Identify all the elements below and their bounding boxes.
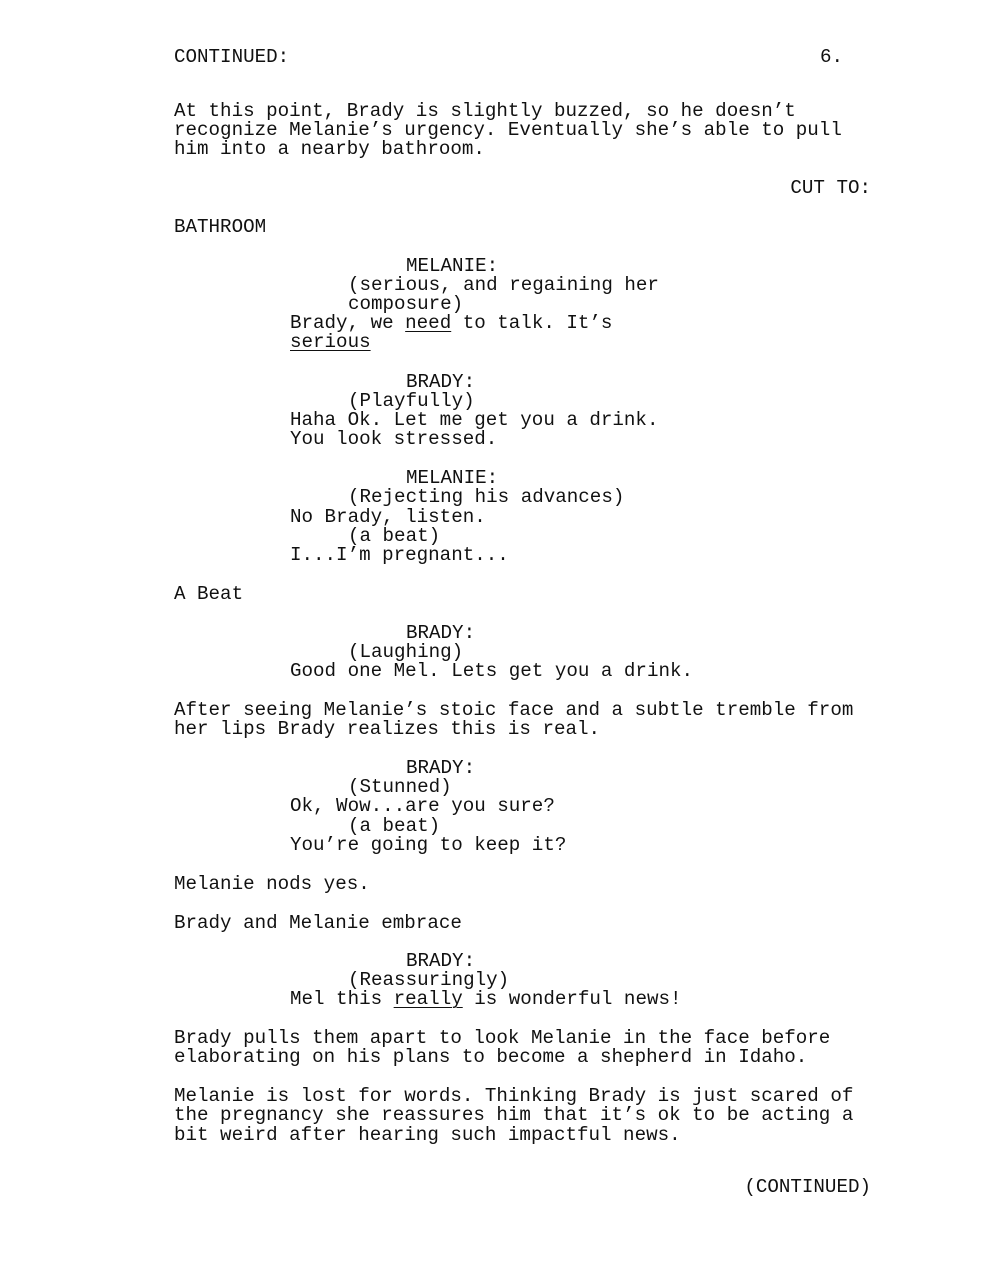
continued-footer: (CONTINUED) — [744, 1176, 871, 1198]
dialogue-line: You look stressed. — [290, 428, 498, 450]
character-name: MELANIE: — [406, 467, 499, 489]
dialogue-line: Good one Mel. Lets get you a drink. — [290, 660, 694, 682]
dialogue-text: Brady, we — [290, 312, 406, 334]
scene-heading: BATHROOM — [174, 216, 267, 238]
dialogue-line: You’re going to keep it? — [290, 834, 567, 856]
parenthetical: (Playfully) — [348, 390, 475, 412]
underlined-word: serious — [290, 331, 371, 353]
dialogue-text: Mel this — [290, 988, 394, 1010]
dialogue-line — [290, 990, 682, 1009]
action-line: After seeing Melanie’s stoic face and a subtle tremble from — [174, 699, 854, 721]
action-line: recognize Melanie’s urgency. Eventually she’s able to pull — [174, 119, 842, 141]
transition: CUT TO: — [790, 177, 871, 199]
dialogue-line: Ok, Wow...are you sure? — [290, 795, 555, 817]
character-name: BRADY: — [406, 950, 476, 972]
continued-header: CONTINUED: — [174, 46, 290, 68]
parenthetical: (Stunned) — [348, 776, 452, 798]
parenthetical: (a beat) — [348, 525, 441, 547]
dialogue-text: is wonderful news! — [462, 988, 682, 1010]
parenthetical: (Laughing) — [348, 641, 464, 663]
parenthetical: (Rejecting his advances) — [348, 486, 625, 508]
dialogue-line: I...I’m pregnant... — [290, 544, 509, 566]
action-line: the pregnancy she reassures him that it’s ok to be acting a — [174, 1104, 854, 1126]
character-name: BRADY: — [406, 371, 476, 393]
parenthetical: (a beat) — [348, 815, 441, 837]
action-line: Melanie nods yes. — [174, 873, 370, 895]
parenthetical: composure) — [348, 293, 464, 315]
character-name: BRADY: — [406, 757, 476, 779]
action-line: Melanie is lost for words. Thinking Brady is just scared of — [174, 1085, 854, 1107]
action-line: Brady pulls them apart to look Melanie in the face before — [174, 1027, 831, 1049]
action-line: him into a nearby bathroom. — [174, 138, 485, 160]
action-line: At this point, Brady is slightly buzzed, so he doesn’t — [174, 100, 796, 122]
underlined-word: need — [405, 312, 452, 334]
action-line: bit weird after hearing such impactful news. — [174, 1124, 681, 1146]
underlined-word: really — [393, 988, 463, 1010]
parenthetical: (serious, and regaining her — [348, 274, 659, 296]
dialogue-line — [290, 333, 371, 352]
character-name: BRADY: — [406, 622, 476, 644]
parenthetical: (Reassuringly) — [348, 969, 510, 991]
action-line: A Beat — [174, 583, 244, 605]
dialogue-line: No Brady, listen. — [290, 506, 486, 528]
dialogue-text: to talk. It’s — [451, 312, 613, 334]
action-line: Brady and Melanie embrace — [174, 912, 462, 934]
page-number: 6. — [820, 46, 844, 68]
dialogue-line: Haha Ok. Let me get you a drink. — [290, 409, 659, 431]
action-line: her lips Brady realizes this is real. — [174, 718, 601, 740]
character-name: MELANIE: — [406, 255, 499, 277]
action-line: elaborating on his plans to become a shepherd in Idaho. — [174, 1046, 808, 1068]
